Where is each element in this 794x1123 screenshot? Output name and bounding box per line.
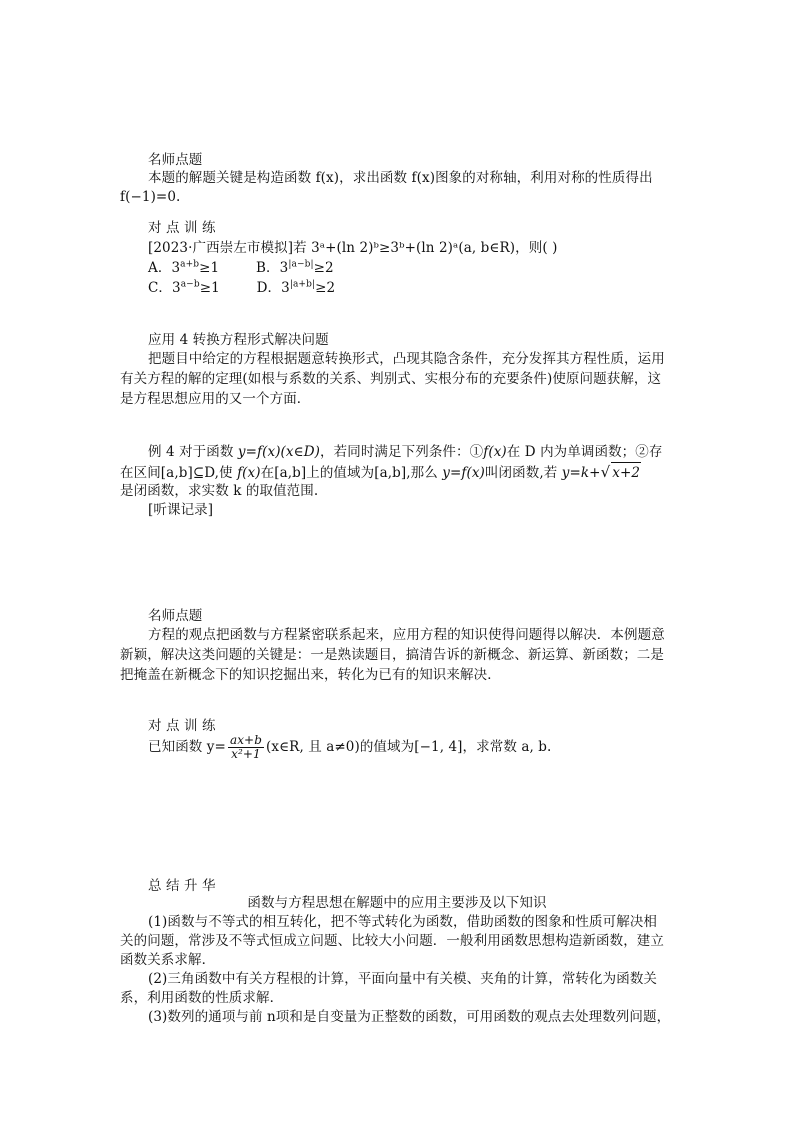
application-4-line-1: 把题目中给定的方程根据题意转换形式，凸现其隐含条件，充分发挥其方程性质，运用 [148, 351, 665, 367]
application-4-line-3: 是方程思想应用的又一个方面． [120, 391, 311, 407]
tips-1-line-2: f(−1)=0. [120, 189, 181, 205]
option-c: C．$3^{a-b}\ge 1$ [148, 279, 220, 296]
summary-p2-line-1: (2)三角函数中有关方程根的计算，平面向量中有关模、夹角的计算，常转化为函数关 [148, 971, 658, 987]
section-heading-tips-1: 名师点题 [148, 152, 203, 168]
option-a: A．$3^{a+b}\ge 1$ [148, 259, 220, 276]
practice-1-options-ab [148, 258, 708, 278]
summary-p2-line-2: 系，利用函数的性质求解． [120, 990, 284, 1006]
summary-heading: 总 结 升 华 [148, 878, 216, 894]
example-4-line-3: 是闭函数，求实数 k 的取值范围. [120, 483, 319, 499]
tips-1-line-1: 本题的解题关键是构造函数 f(x)，求出函数 f(x)图象的对称轴，利用对称的性质得出 [148, 170, 653, 186]
tips-2-line-3: 把掩盖在新概念下的知识挖掘出来，转化为已有的知识来解决． [120, 667, 501, 683]
sqrt-expression: x+2 [611, 462, 641, 483]
practice-1-options-cd [148, 278, 708, 298]
application-4-heading: 应用 4 转换方程形式解决问题 [148, 332, 329, 348]
practice-2-question: 已知函数 y= $\frac{ax+b}{\text{x²+1}}$ (x∈R, 且 a≠0)的值域为[−1, 4]，求常数 a, b. [148, 733, 552, 761]
summary-p1-line-3: 函数关系求解． [120, 952, 216, 968]
application-4-line-2: 有关方程的解的定理(如根与系数的关系、判别式、实根分布的充要条件)使原问题获解，这 [120, 371, 662, 387]
fraction: $\frac{ax+b}{\text{x²+1}}$ [229, 733, 262, 761]
summary-p1-line-2: 关的问题，常涉及不等式恒成立问题、比较大小问题．一般利用函数思想构造新函数，建立 [120, 933, 664, 949]
tips-2-line-1: 方程的观点把函数与方程紧密联系起来，应用方程的知识使得问题得以解决．本例题意 [148, 627, 665, 643]
option-b: B．$3^{|a-b|}\ge 2$ [256, 259, 334, 276]
tips-2-line-2: 新颖，解决这类问题的关键是：一是熟读题目，搞清告诉的新概念、新运算、新函数；二是 [120, 647, 664, 663]
example-4-line-1: 例 4 对于函数 y=f(x)(x∈D)，若同时满足下列条件：①f(x)在 D 内为单调函数；②存 [148, 444, 663, 460]
summary-subtitle: 函数与方程思想在解题中的应用主要涉及以下知识 [247, 895, 547, 911]
option-d: D．$3^{|a+b|}\ge 2$ [256, 279, 336, 296]
example-4-line-2: 在区间[a,b]⊆D,使 f(x)在[a,b]上的值域为[a,b],那么 y=f(x)叫闭函数,若 y=k+√ x+2 [120, 463, 641, 481]
practice-1-question: [2023·广西崇左市模拟]若 3ᵃ+(ln 2)ᵇ≥3ᵇ+(ln 2)ᵃ(a, b∈R)，则( ) [148, 240, 558, 256]
summary-p1-line-1: (1)函数与不等式的相互转化，把不等式转化为函数，借助函数的图象和性质可解决相 [148, 914, 658, 930]
practice-heading-1: 对 点 训 练 [148, 220, 216, 236]
section-heading-tips-2: 名师点题 [148, 608, 203, 624]
summary-p3-line-1: (3)数列的通项与前 n项和是自变量为正整数的函数，可用函数的观点去处理数列问题， [148, 1009, 671, 1025]
lecture-notes-label: [听课记录] [148, 502, 214, 518]
practice-heading-2: 对 点 训 练 [148, 718, 216, 734]
